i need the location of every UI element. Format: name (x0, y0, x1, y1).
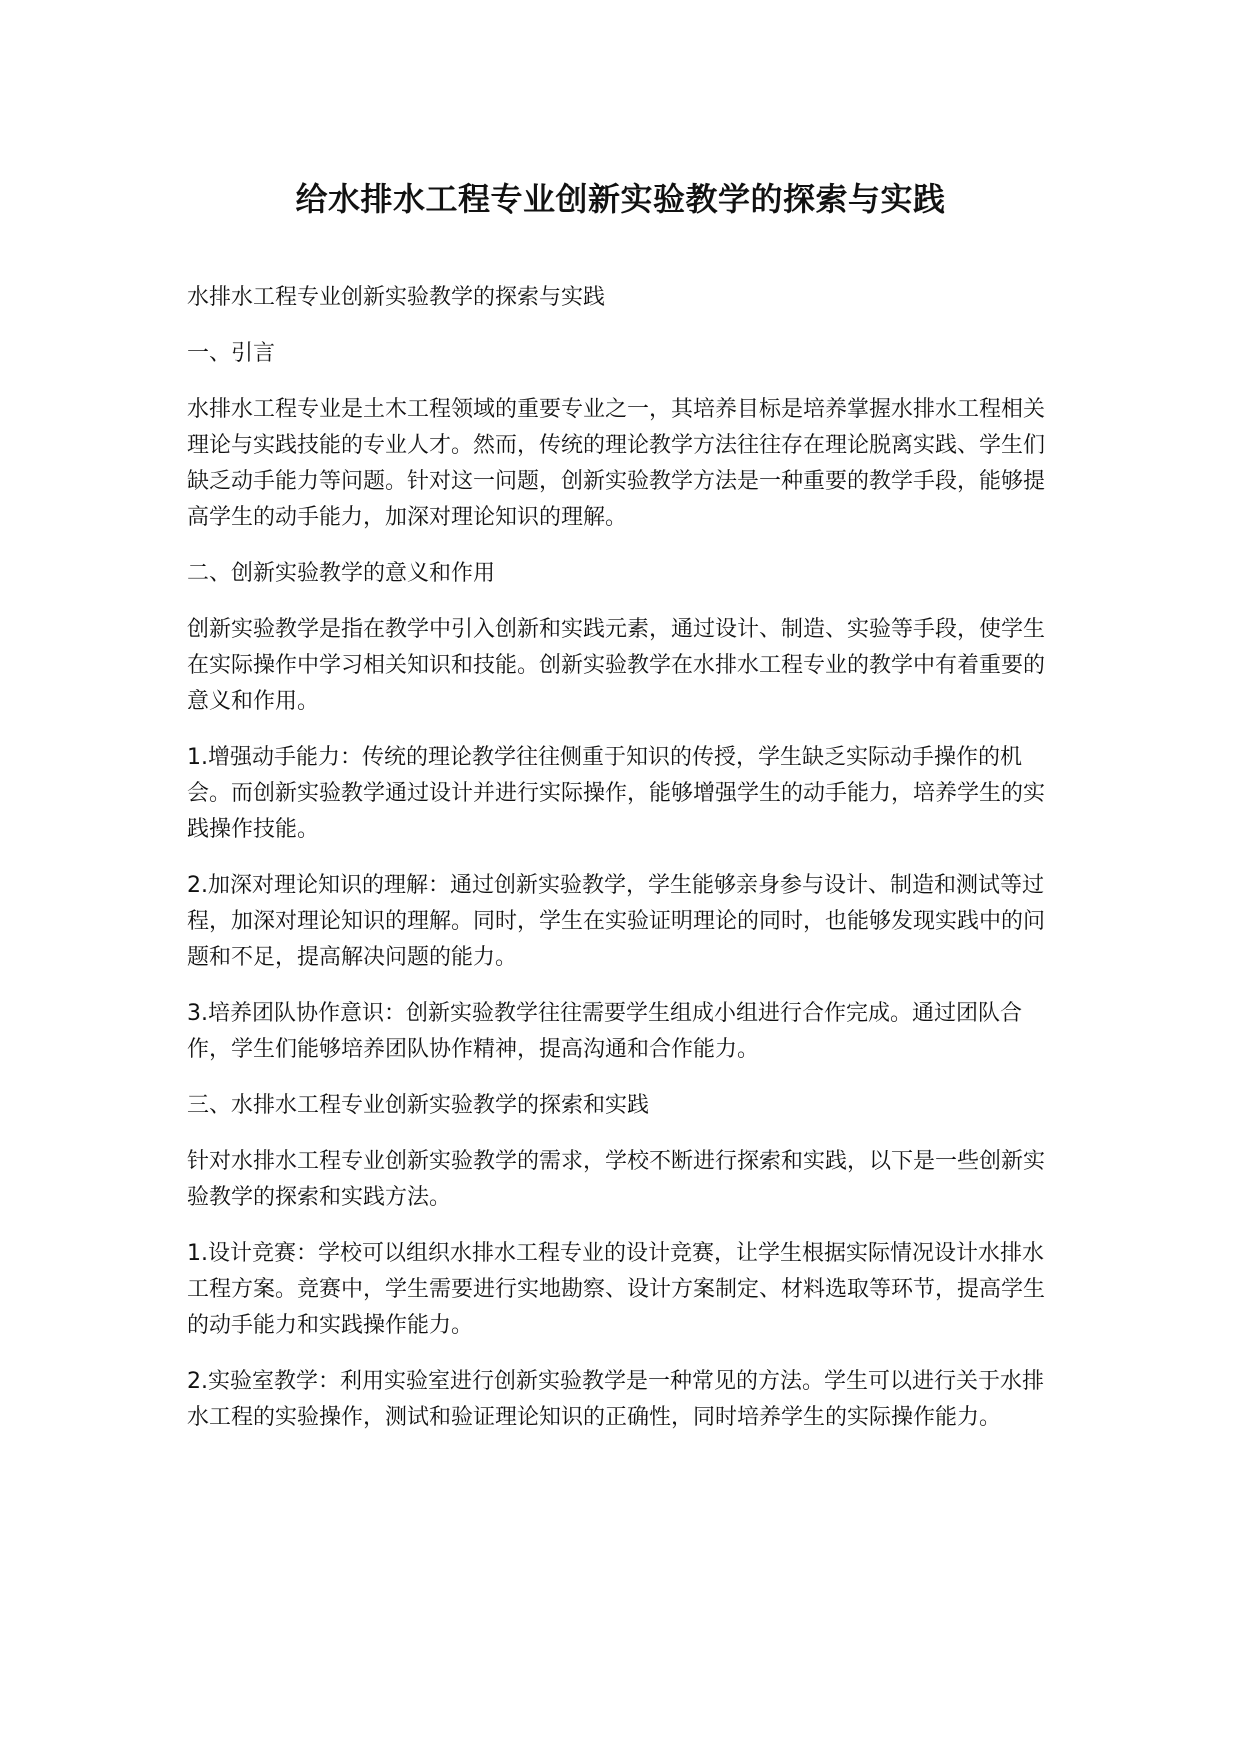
list-item: 3.培养团队协作意识：创新实验教学往往需要学生组成小组进行合作完成。通过团队合作，学生们能够培养团队协作精神，提高沟通和合作能力。 (187, 1001, 1022, 1062)
document-body (187, 280, 1057, 1456)
list-item: 2.实验室教学：利用实验室进行创新实验教学是一种常见的方法。学生可以进行关于水排水工程的实验操作，测试和验证理论知识的正确性，同时培养学生的实际操作能力。 (187, 1369, 1044, 1430)
list-item: 2.加深对理论知识的理解：通过创新实验教学，学生能够亲身参与设计、制造和测试等过程，加深对理论知识的理解。同时，学生在实验证明理论的同时，也能够发现实践中的问题和不足，提高解决问题的能力。 (187, 873, 1046, 970)
paragraph: 创新实验教学是指在教学中引入创新和实践元素，通过设计、制造、实验等手段，使学生在实际操作中学习相关知识和技能。创新实验教学在水排水工程专业的教学中有着重要的意义和作用。 (187, 617, 1046, 714)
paragraph-subtitle: 水排水工程专业创新实验教学的探索与实践 (187, 285, 606, 310)
document-title: 给水排水工程专业创新实验教学的探索与实践 (295, 180, 946, 218)
paragraph: 水排水工程专业是土木工程领域的重要专业之一，其培养目标是培养掌握水排水工程相关理论与实践技能的专业人才。然而，传统的理论教学方法往往存在理论脱离实践、学生们缺乏动手能力等问题。针对这一问题，创新实验教学方法是一种重要的教学手段，能够提高学生的动手能力，加深对理论知识的理解。 (187, 397, 1046, 530)
section-heading-significance: 二、创新实验教学的意义和作用 (187, 561, 496, 586)
paragraph: 针对水排水工程专业创新实验教学的需求，学校不断进行探索和实践，以下是一些创新实验教学的探索和实践方法。 (187, 1149, 1046, 1210)
list-item: 1.设计竞赛：学校可以组织水排水工程专业的设计竞赛，让学生根据实际情况设计水排水工程方案。竞赛中，学生需要进行实地勘察、设计方案制定、材料选取等环节，提高学生的动手能力和实践操作能力。 (187, 1241, 1046, 1338)
section-heading-practice: 三、水排水工程专业创新实验教学的探索和实践 (187, 1093, 650, 1118)
section-heading-introduction: 一、引言 (187, 341, 276, 366)
list-item: 1.增强动手能力：传统的理论教学往往侧重于知识的传授，学生缺乏实际动手操作的机会。而创新实验教学通过设计并进行实际操作，能够增强学生的动手能力，培养学生的实践操作技能。 (187, 745, 1046, 842)
